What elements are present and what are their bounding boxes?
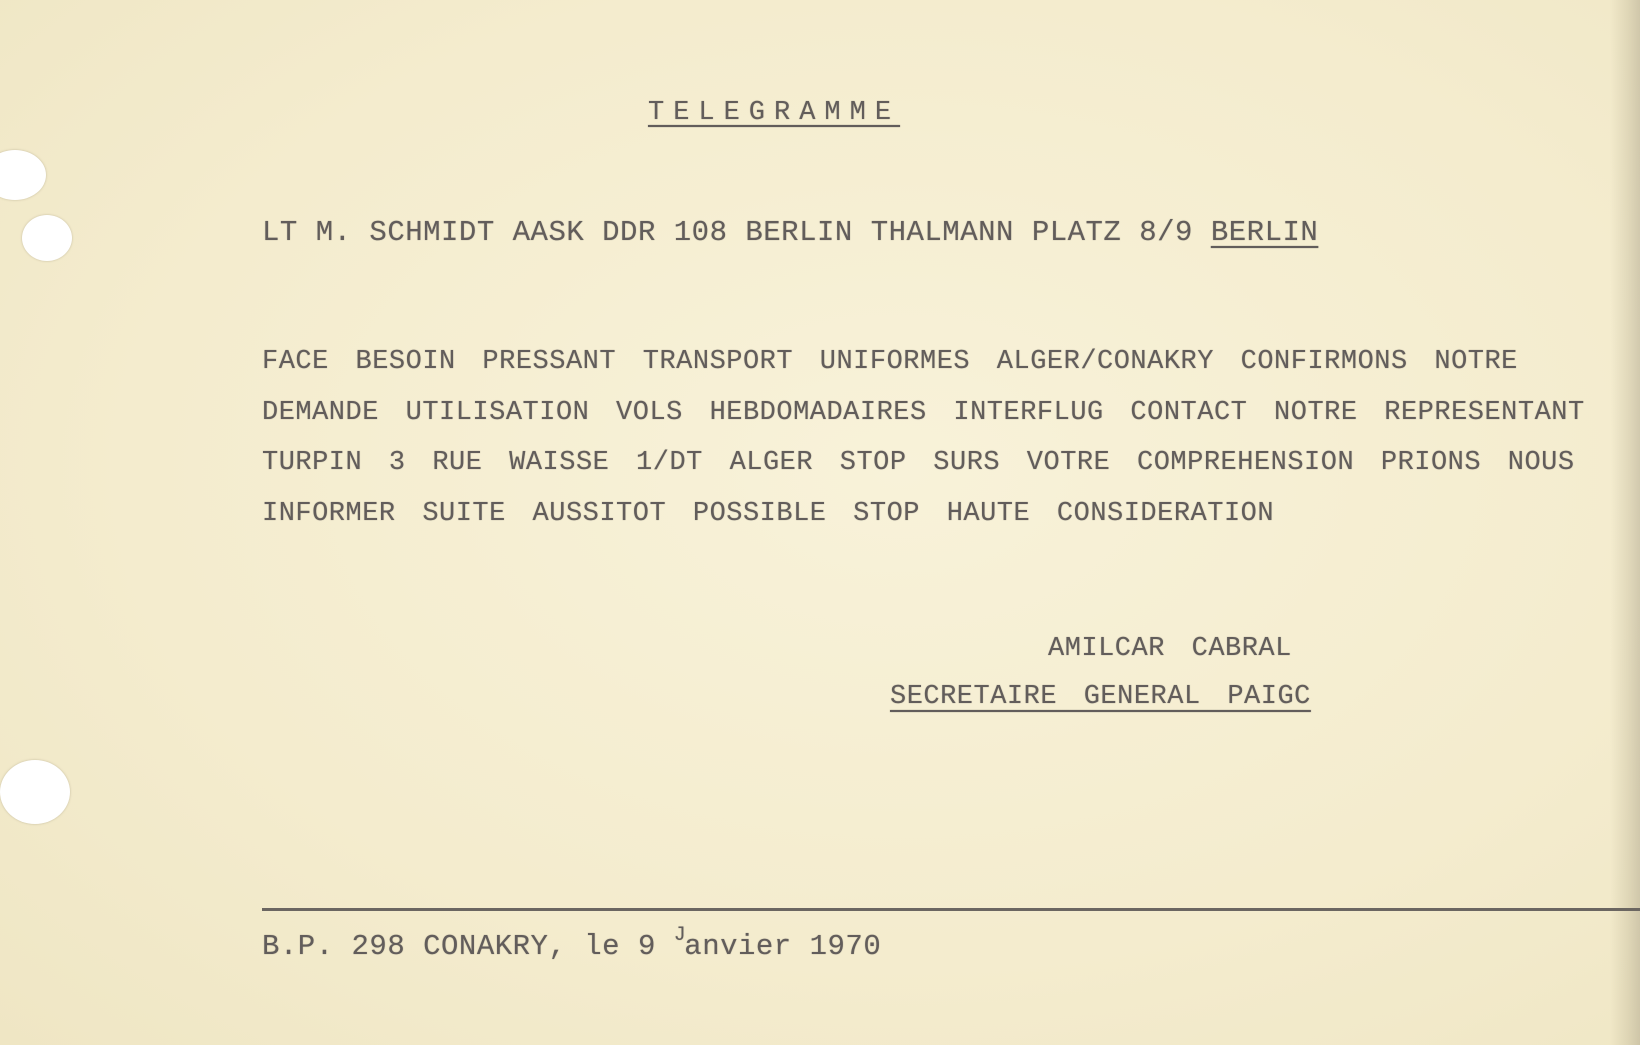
recipient-address-line: LT M. SCHMIDT AASK DDR 108 BERLIN THALMANN PLATZ 8/9 bbox=[262, 216, 1193, 249]
footer-location-date: B.P. 298 CONAKRY, le 9 bbox=[262, 930, 656, 963]
footer-divider bbox=[262, 908, 1640, 911]
punch-hole-second bbox=[22, 215, 72, 261]
message-line-4: INFORMER SUITE AUSSITOT POSSIBLE STOP HAUTE CONSIDERATION bbox=[262, 499, 1275, 529]
punch-hole-bottom bbox=[0, 760, 70, 824]
footer-dateline bbox=[262, 924, 882, 963]
footer-month-initial: J bbox=[673, 924, 687, 947]
recipient-city: BERLIN bbox=[1210, 216, 1319, 249]
document-title: TELEGRAMME bbox=[648, 98, 901, 128]
recipient-address bbox=[262, 216, 1318, 249]
footer-month-year: anvier 1970 bbox=[684, 930, 882, 963]
message-line-1: FACE BESOIN PRESSANT TRANSPORT UNIFORMES ALGER/CONAKRY CONFIRMONS NOTRE bbox=[262, 347, 1518, 377]
message-line-2: DEMANDE UTILISATION VOLS HEBDOMADAIRES INTERFLUG CONTACT NOTRE REPRESENTANT bbox=[262, 398, 1585, 428]
signatory-name: AMILCAR CABRAL bbox=[1048, 634, 1292, 664]
message-line-3: TURPIN 3 RUE WAISSE 1/DT ALGER STOP SURS VOTRE COMPREHENSION PRIONS NOUS bbox=[262, 448, 1575, 478]
paper-edge-shadow bbox=[1610, 0, 1640, 1045]
signatory-title: SECRETAIRE GENERAL PAIGC bbox=[890, 682, 1311, 712]
